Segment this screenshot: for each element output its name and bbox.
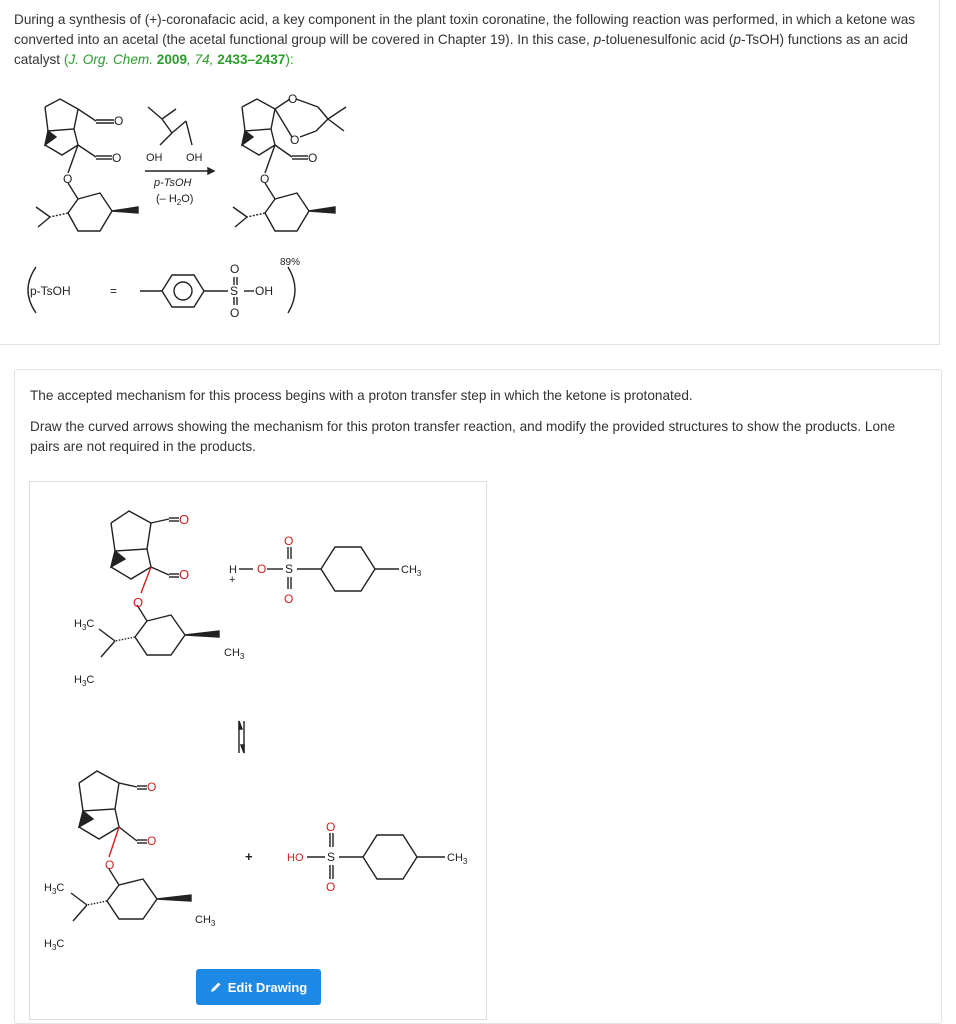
svg-text:O: O	[147, 780, 157, 794]
svg-text:HO: HO	[287, 852, 304, 864]
mechanism-drawing	[29, 481, 487, 961]
mechanism-instructions	[30, 386, 910, 468]
svg-text:O: O	[257, 562, 267, 576]
svg-text:O: O	[147, 834, 157, 848]
intro-text: During a synthesis of (+)-coronafacic acid, a key component in the plant toxin coronatine, the following reaction was performed, in which a ketone was converted into an acetal (the acetal functional group will be covered in Chapter 19). In this case, p-toluenesulfonic acid (p-TsOH) functions as an acid catalyst (J. Org. Chem. 2009, 74, 2433–2437):	[14, 12, 916, 67]
svg-text:O: O	[326, 880, 336, 894]
svg-text:O: O	[290, 133, 300, 147]
mechanism-step-text: The accepted mechanism for this process begins with a proton transfer step in which the ketone is protonated.	[30, 388, 693, 403]
svg-text:O: O	[112, 151, 122, 165]
svg-text:O: O	[179, 512, 190, 527]
svg-text:H3C: $H_3C$	[74, 618, 95, 632]
svg-text:(– H2O): (– $H_2O$)	[156, 193, 194, 207]
svg-text:O: O	[326, 820, 336, 834]
svg-text:OH: OH	[186, 152, 203, 164]
svg-text:S: S	[285, 562, 294, 576]
svg-text:O: O	[179, 567, 190, 582]
diol-reagent	[148, 107, 192, 145]
svg-text:CH3: $CH_3$	[447, 852, 468, 866]
svg-text:OH: OH	[146, 152, 163, 164]
svg-text:O: O	[230, 262, 240, 276]
edit-drawing-button[interactable]	[196, 969, 321, 1005]
svg-text:O: O	[260, 172, 270, 186]
svg-text:O: O	[284, 534, 294, 548]
pencil-icon	[210, 981, 222, 993]
svg-text:=: =	[110, 284, 118, 298]
reaction-scheme	[0, 85, 940, 335]
svg-text:CH3: $CH_3$	[224, 647, 245, 661]
svg-text:O: O	[308, 151, 318, 165]
svg-text:H3C: $H_3C$	[44, 938, 65, 952]
svg-text:O: O	[63, 172, 73, 186]
svg-text:89%: 89%	[280, 257, 301, 268]
ketone-substrate	[99, 511, 219, 657]
svg-text:S: S	[230, 284, 239, 298]
svg-text:H3C: $H_3C$	[44, 882, 65, 896]
edit-drawing-label: Edit Drawing	[227, 979, 308, 995]
svg-text:O: O	[105, 858, 115, 872]
svg-text:CH3: $CH_3$	[195, 914, 216, 928]
svg-text:O: O	[133, 595, 144, 610]
svg-text:O: O	[288, 92, 298, 106]
svg-text:O: O	[284, 592, 294, 606]
svg-text:OH: OH	[255, 284, 273, 298]
product-substrate	[71, 771, 191, 921]
citation-link[interactable]: (J. Org. Chem. 2009, 74, 2433–2437):	[63, 52, 294, 67]
svg-text:H: H	[229, 564, 237, 576]
svg-text:O: O	[114, 114, 124, 128]
acetal-product	[233, 99, 346, 231]
svg-text:p-TsOH: p-TsOH	[30, 284, 71, 298]
svg-text:O: O	[230, 306, 240, 320]
svg-text:CH3: $CH_3$	[401, 564, 422, 578]
svg-text:+: +	[229, 574, 236, 586]
svg-text:H3C: $H_3C$	[74, 674, 95, 688]
mechanism-task-text: Draw the curved arrows showing the mechanism for this proton transfer reaction, and modify the provided structures to show the products. Lone pairs are not required in the products.	[30, 419, 896, 454]
svg-text:S: S	[327, 850, 336, 864]
svg-text:p-TsOH: p-TsOH	[154, 177, 192, 189]
svg-text:+: +	[245, 849, 253, 864]
